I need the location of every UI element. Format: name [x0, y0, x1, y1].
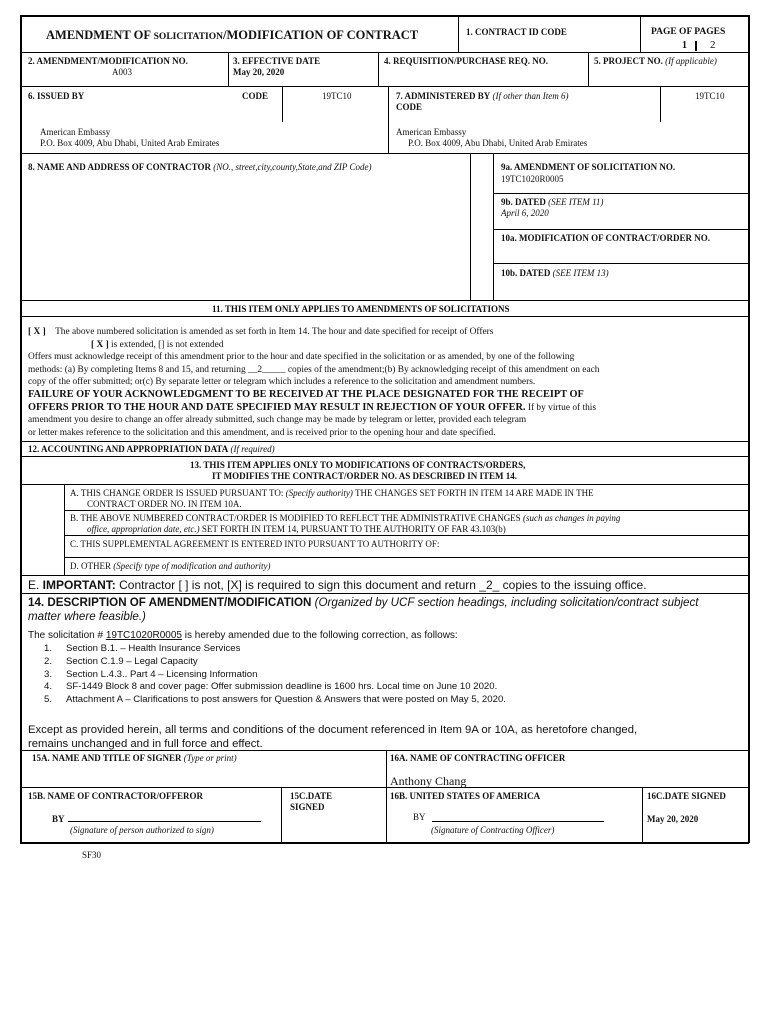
by-label-officer: BY [413, 812, 426, 822]
item-11-line: methods: (a) By completing Items 8 and 15, and returning __2_____ copies of the amendment;(b) By acknowledging receipt of this amendment on each [28, 364, 600, 375]
item-9b-value[interactable]: April 6, 2020 [501, 208, 549, 218]
border-bottom [20, 842, 749, 844]
item-16c-label: 16C.DATE SIGNED [647, 791, 726, 801]
item-13-heading: 13. THIS ITEM APPLIES ONLY TO MODIFICATIONS OF CONTRACTS/ORDERS, [190, 460, 526, 470]
item-10b-label: 10b. DATED (SEE ITEM 13) [501, 268, 609, 278]
divider [493, 193, 749, 194]
list-item-text: SF-1449 Block 8 and cover page: Offer submission deadline is 1600 hrs. Local time on June 10 2020. [66, 681, 498, 693]
effective-date-value[interactable]: May 20, 2020 [233, 67, 285, 77]
item-11-line: Offers must acknowledge receipt of this amendment prior to the hour and date specified in the solicitation or as amended, by one of the following [28, 352, 575, 363]
list-item-number: 4. [43, 681, 52, 693]
item-11-heading: 11. THIS ITEM ONLY APPLIES TO AMENDMENTS OF SOLICITATIONS [212, 304, 510, 314]
item-13d[interactable]: D. OTHER (Specify type of modification and authority) [70, 561, 271, 571]
page-divider [695, 41, 697, 51]
divider [20, 316, 749, 317]
item-15c-label-2: SIGNED [290, 802, 325, 812]
divider [20, 593, 749, 594]
divider [470, 153, 471, 300]
item-13b-line2: office, appropriation date, etc.) SET FORTH IN ITEM 14, PURSUANT TO THE AUTHORITY OF FAR 43.103(b) [87, 524, 506, 534]
divider [20, 300, 749, 301]
form-title: AMENDMENT OF SOLICITATION/MODIFICATION OF CONTRACT [46, 28, 419, 42]
amendment-intro: The solicitation # 19TC1020R0005 is hereby amended due to the following correction, as follows: [28, 630, 458, 641]
item-11-line: or letter makes reference to the solicitation and this amendment, and is received prior to the opening hour and date specified. [28, 427, 496, 438]
item-15a-label: 15A. NAME AND TITLE OF SIGNER (Type or print) [32, 753, 237, 763]
list-item-text: Section L.4.3.. Part 4 – Licensing Information [66, 668, 258, 680]
page-of-pages-label: PAGE OF PAGES [651, 27, 726, 37]
extended-checkbox-b[interactable]: [ X ] [91, 339, 109, 350]
issued-address: P.O. Box 4009, Abu Dhabi, United Arab Emirates [40, 138, 220, 148]
administered-code-label: CODE [396, 102, 423, 112]
issued-name: American Embassy [40, 127, 111, 137]
page-total: 2 [710, 39, 716, 51]
item-10a-label: 10a. MODIFICATION OF CONTRACT/ORDER NO. [501, 233, 711, 243]
divider [64, 484, 65, 575]
divider [20, 86, 749, 87]
item-14-heading-2: matter where feasible.) [28, 610, 146, 623]
item-14-heading: 14. DESCRIPTION OF AMENDMENT/MODIFICATION (Organized by UCF section headings, including solicitation/contract subject [28, 596, 699, 609]
divider [588, 52, 589, 86]
divider [64, 557, 749, 558]
project-no-label: 5. PROJECT NO. (If applicable) [594, 56, 717, 66]
divider [282, 86, 283, 122]
contractor-signature-note: (Signature of person authorized to sign) [70, 825, 214, 835]
list-item-number: 2. [43, 655, 52, 667]
administered-by-label: 7. ADMINISTERED BY (If other than Item 6) [396, 91, 569, 101]
item-15b-label: 15B. NAME OF CONTRACTOR/OFFEROR [28, 791, 204, 801]
list-item-number: 3. [43, 668, 52, 680]
failure-warning: OFFERS PRIOR TO THE HOUR AND DATE SPECIFIED MAY RESULT IN REJECTION OF YOUR OFFER. If by virtue of this [28, 401, 597, 413]
divider [281, 787, 282, 842]
item-16a-label: 16A. NAME OF CONTRACTING OFFICER [390, 753, 566, 763]
list-item-text: Attachment A – Clarifications to post answers for Question & Answers that were posted on May 5, 2020. [66, 694, 506, 706]
item-13b[interactable]: B. THE ABOVE NUMBERED CONTRACT/ORDER IS MODIFIED TO REFLECT THE ADMINISTRATIVE CHANGES (such as changes in paying [70, 513, 621, 523]
amendment-list-item [28, 669, 506, 682]
item-11-line: amendment you desire to change an offer already submitted, such change may be made by telegram or letter, provided each telegram [28, 415, 527, 426]
item-11-line: [ X ] is extended, [] is not extended [91, 339, 224, 350]
amendment-no-value[interactable]: A003 [112, 67, 132, 77]
item-13a-line2: CONTRACT ORDER NO. IN ITEM 10A. [87, 499, 242, 509]
divider [493, 263, 749, 264]
issued-code-label: CODE [242, 91, 269, 101]
closing-statement: Except as provided herein, all terms and conditions of the document referenced in Item 9A or 10A, as heretofore changed, [28, 724, 638, 736]
list-item-text: Section C.1.9 – Legal Capacity [66, 655, 198, 667]
divider [64, 510, 749, 511]
amendment-list-item [28, 643, 506, 656]
border-right [748, 15, 750, 843]
effective-date-label: 3. EFFECTIVE DATE [233, 56, 321, 66]
issued-code-value[interactable]: 19TC10 [322, 91, 352, 101]
extended-checkbox-a[interactable]: [ X ] [28, 327, 46, 337]
item-13a[interactable]: A. THIS CHANGE ORDER IS ISSUED PURSUANT TO: (Specify authority) THE CHANGES SET FORTH IN ITEM 14 ARE MADE IN THE [70, 488, 594, 498]
contracting-officer-name[interactable]: Anthony Chang [390, 774, 467, 788]
officer-signature-line[interactable] [432, 821, 604, 822]
divider [386, 750, 387, 842]
list-item-number: 1. [43, 643, 52, 654]
list-item-text: Section B.1. – Health Insurance Services [66, 643, 241, 654]
by-label-contractor: BY [52, 814, 65, 824]
item-15c-label: 15C.DATE [290, 791, 333, 801]
closing-statement-2: remains unchanged and in full force and effect. [28, 738, 263, 750]
amendment-list-item [28, 694, 506, 707]
amendment-list [28, 643, 506, 707]
item-9a-label: 9a. AMENDMENT OF SOLICITATION NO. [501, 162, 676, 172]
divider [20, 441, 749, 442]
solicitation-reference[interactable]: 19TC1020R0005 [105, 630, 182, 641]
administered-code-value[interactable]: 19TC10 [695, 91, 725, 101]
divider [20, 52, 749, 53]
divider [493, 229, 749, 230]
list-item-number: 5. [43, 694, 52, 706]
requisition-label: 4. REQUISITION/PURCHASE REQ. NO. [384, 56, 549, 66]
item-12-label: 12. ACCOUNTING AND APPROPRIATION DATA (If required) [28, 444, 275, 454]
divider [20, 575, 749, 576]
administered-address: P.O. Box 4009, Abu Dhabi, United Arab Emirates [408, 138, 588, 148]
divider [493, 153, 494, 300]
important-notice: E. IMPORTANT: Contractor [ ] is not, [X] is required to sign this document and return _2_ copies to the issuing office. [28, 578, 647, 592]
contractor-label: 8. NAME AND ADDRESS OF CONTRACTOR (NO., street,city,county,State,and ZIP Code) [28, 162, 372, 172]
item-16c-value[interactable]: May 20, 2020 [647, 814, 699, 824]
item-11-body [28, 326, 599, 439]
item-11-line: [ X ] The above numbered solicitation is amended as set forth in Item 14. The hour and date specified for receipt of Offers [28, 327, 494, 337]
divider [20, 484, 749, 485]
amendment-list-item [28, 681, 506, 694]
item-9b-label: 9b. DATED (SEE ITEM 11) [501, 197, 604, 207]
border-left [20, 15, 22, 843]
administered-name: American Embassy [396, 127, 467, 137]
divider [458, 15, 459, 53]
amendment-list-item [28, 656, 506, 669]
amendment-no-label: 2. AMENDMENT/MODIFICATION NO. [28, 56, 188, 66]
divider [228, 52, 229, 86]
divider [378, 52, 379, 86]
failure-warning: FAILURE OF YOUR ACKNOWLEDGMENT TO BE RECEIVED AT THE PLACE DESIGNATED FOR THE RECEIPT OF [28, 388, 584, 400]
divider [20, 153, 749, 154]
divider [642, 787, 643, 842]
contract-id-label: 1. CONTRACT ID CODE [466, 27, 567, 37]
item-13c[interactable]: C. THIS SUPPLEMENTAL AGREEMENT IS ENTERED INTO PURSUANT TO AUTHORITY OF: [70, 539, 440, 549]
item-11-line: copy of the offer submitted; or(c) By separate letter or telegram which includes a reference to the solicitation and amendment numbers. [28, 377, 536, 388]
divider [20, 456, 749, 457]
officer-signature-note: (Signature of Contracting Officer) [431, 825, 555, 835]
form-number: SF30 [82, 850, 102, 860]
item-13-heading-2: IT MODIFIES THE CONTRACT/ORDER NO. AS DESCRIBED IN ITEM 14. [212, 471, 517, 481]
item-16b-label: 16B. UNITED STATES OF AMERICA [390, 791, 541, 801]
divider [640, 15, 641, 53]
page-number: 1 [682, 40, 687, 51]
divider [20, 787, 749, 788]
contractor-signature-line[interactable] [68, 821, 261, 822]
issued-by-label: 6. ISSUED BY [28, 91, 85, 101]
item-9a-value[interactable]: 19TC1020R0005 [501, 174, 564, 184]
divider [64, 535, 749, 536]
divider [388, 86, 389, 153]
divider [660, 86, 661, 122]
